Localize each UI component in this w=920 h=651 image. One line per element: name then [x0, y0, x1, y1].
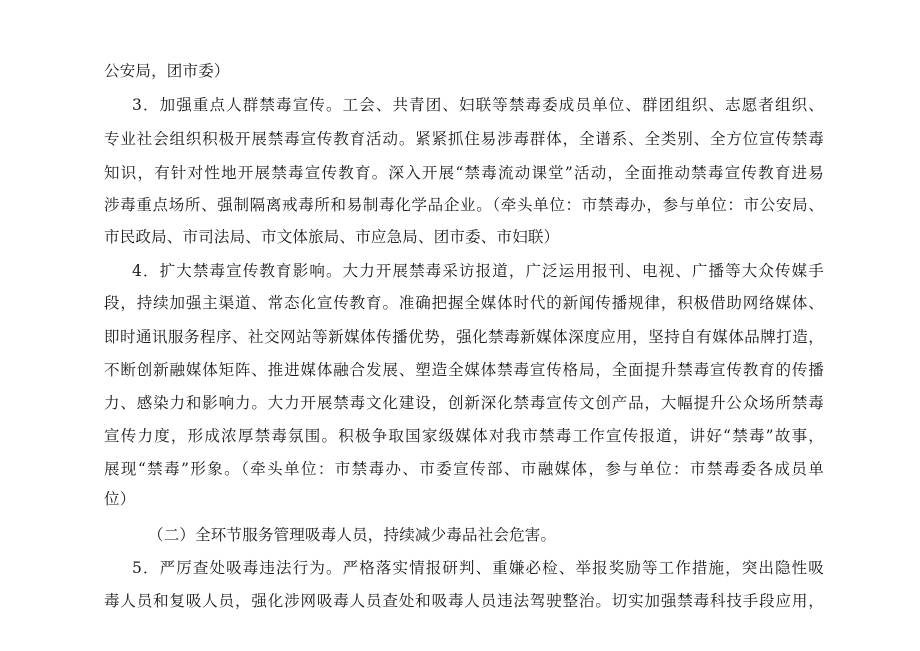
text-line-17: 毒人员和复吸人员，强化涉网吸毒人员查处和吸毒人员违法驾驶整治。切实加强禁毒科技手段应用， [104, 592, 824, 610]
section-2-heading: （二）全环节服务管理吸毒人员，持续减少毒品社会危害。 [148, 526, 557, 544]
item-3-heading-line: 3．加强重点人群禁毒宣传。工会、共青团、妇联等禁毒委成员单位、群团组织、志愿者组织、 [132, 96, 824, 114]
text-line-14: 位） [104, 490, 136, 508]
text-line-11: 力、感染力和影响力。大力开展禁毒文化建设，创新深化禁毒宣传文创产品，大幅提升公众场所禁毒 [104, 394, 824, 412]
text-line-6: 市民政局、市司法局、市文体旅局、市应急局、团市委、市妇联） [104, 228, 560, 246]
text-line-3: 专业社会组织积极开展禁毒宣传教育活动。紧紧抓住易涉毒群体，全谱系、全类别、全方位宣传禁毒 [104, 130, 824, 148]
item-5-heading-line: 5．严厉查处吸毒违法行为。严格落实情报研判、重嫌必检、举报奖励等工作措施，突出隐性吸 [132, 559, 824, 577]
text-line-4: 知识，有针对性地开展禁毒宣传教育。深入开展“禁毒流动课堂”活动，全面推动禁毒宣传教育进易 [104, 164, 824, 182]
text-line-9: 即时通讯服务程序、社交网站等新媒体传播优势，强化禁毒新媒体深度应用，坚持自有媒体品牌打造， [104, 328, 824, 346]
text-line-12: 宣传力度，形成浓厚禁毒氛围。积极争取国家级媒体对我市禁毒工作宣传报道，讲好“禁毒”故事， [104, 427, 824, 445]
text-line-1: 公安局，团市委） [104, 62, 230, 80]
text-line-13: 展现“禁毒”形象。（牵头单位：市禁毒办、市委宣传部、市融媒体，参与单位：市禁毒委各成员单 [104, 460, 824, 478]
text-line-8: 段，持续加强主渠道、常态化宣传教育。准确把握全媒体时代的新闻传播规律，积极借助网络媒体、 [104, 294, 824, 312]
text-line-5: 涉毒重点场所、强制隔离戒毒所和易制毒化学品企业。（牵头单位：市禁毒办，参与单位：市公安局、 [104, 196, 824, 214]
item-4-heading-line: 4．扩大禁毒宣传教育影响。大力开展禁毒采访报道，广泛运用报刊、电视、广播等大众传媒手 [132, 262, 824, 280]
text-line-10: 不断创新融媒体矩阵、推进媒体融合发展、塑造全媒体禁毒宣传格局，全面提升禁毒宣传教育的传播 [104, 361, 824, 379]
